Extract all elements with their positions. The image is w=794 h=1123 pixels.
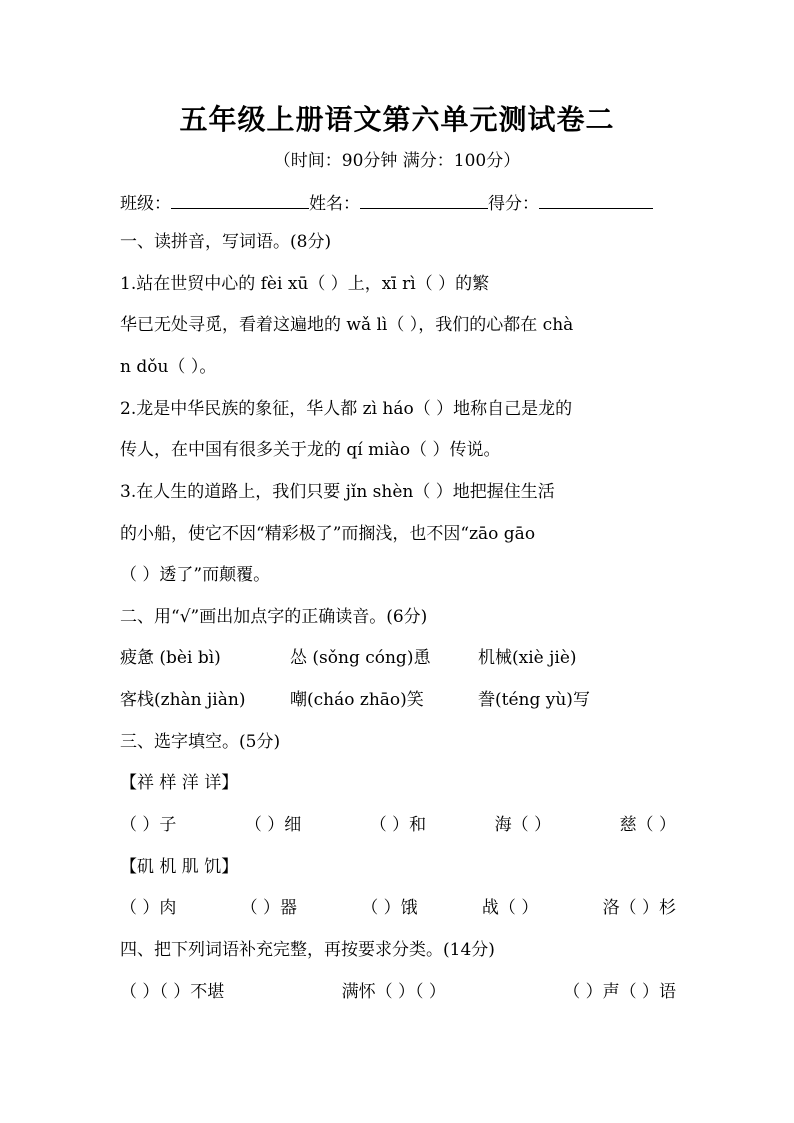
idiom-blank-item[interactable]: （ ）声（ ）语 [563, 982, 676, 1002]
section3-group1-items [120, 813, 676, 837]
pinyin-choice[interactable]: 怂 (sǒng cóng)恿 [290, 648, 431, 668]
section3-heading: 三、选字填空。(5分) [120, 732, 281, 752]
fill-blank-item[interactable]: 海（ ） [494, 815, 552, 835]
q1-line1: 1.站在世贸中心的 fèi xū（ ）上，xī rì（ ）的繁 [120, 274, 490, 294]
q1-line3: n dǒu（ ）。 [120, 357, 217, 377]
score-label: 得分： [488, 194, 539, 214]
section3-group1-chars: 【祥 样 洋 详】 [120, 773, 239, 793]
q2-line1: 2.龙是中华民族的象征，华人都 zì háo（ ）地称自己是龙的 [120, 399, 573, 419]
idiom-blank-item[interactable]: （ ）（ ）不堪 [120, 982, 225, 1002]
fill-blank-item[interactable]: 慈（ ） [619, 815, 676, 835]
pinyin-choice[interactable]: 疲惫 (bèi bì) [120, 648, 221, 668]
fill-blank-item[interactable]: 战（ ） [481, 898, 539, 918]
name-label: 姓名： [309, 194, 360, 214]
name-blank[interactable] [360, 190, 488, 209]
section4-heading: 四、把下列词语补充完整，再按要求分类。(14分) [120, 940, 495, 960]
q3-line3: （ ）透了”而颠覆。 [120, 565, 271, 585]
fill-blank-item[interactable]: （ ）细 [244, 815, 302, 835]
section2-row1 [120, 646, 676, 670]
page-title: 五年级上册语文第六单元测试卷二 [179, 103, 615, 136]
q2-line2: 传人，在中国有很多关于龙的 qí miào（ ）传说。 [120, 440, 501, 460]
fill-blank-item[interactable]: （ ）和 [369, 815, 427, 835]
student-info-row [120, 190, 676, 216]
exam-time-score: （时间：90分钟 满分：100分） [273, 151, 521, 171]
pinyin-choice[interactable]: 嘲(cháo zhāo)笑 [290, 690, 424, 710]
pinyin-choice[interactable]: 机械(xiè jiè) [478, 648, 577, 668]
section3-group2-chars: 【矶 机 肌 饥】 [120, 857, 239, 877]
section3-group2-items [120, 896, 676, 920]
fill-blank-item[interactable]: （ ）饿 [361, 898, 418, 918]
section2-heading: 二、用“√”画出加点字的正确读音。(6分) [120, 607, 428, 627]
score-blank[interactable] [539, 190, 653, 209]
idiom-blank-item[interactable]: 满怀（ ）（ ） [341, 982, 446, 1002]
pinyin-choice[interactable]: 客栈(zhàn jiàn) [120, 690, 246, 710]
section1-heading: 一、读拼音，写词语。(8分) [120, 232, 332, 252]
q3-line2: 的小船，使它不因“精彩极了”而搁浅，也不因“zāo gāo [120, 524, 536, 544]
section2-row2 [120, 688, 676, 712]
class-blank[interactable] [171, 190, 309, 209]
fill-blank-item[interactable]: （ ）肉 [120, 898, 177, 918]
fill-blank-item[interactable]: （ ）器 [240, 898, 298, 918]
fill-blank-item[interactable]: 洛（ ）杉 [602, 898, 676, 918]
q3-line1: 3.在人生的道路上，我们只要 jǐn shèn（ ）地把握住生活 [120, 482, 555, 502]
pinyin-choice[interactable]: 誊(téng yù)写 [478, 690, 590, 710]
section4-items [120, 980, 676, 1004]
q1-line2: 华已无处寻觅，看着这遍地的 wǎ lì（ ），我们的心都在 chà [120, 315, 574, 335]
class-label: 班级： [120, 194, 171, 214]
fill-blank-item[interactable]: （ ）子 [120, 815, 177, 835]
